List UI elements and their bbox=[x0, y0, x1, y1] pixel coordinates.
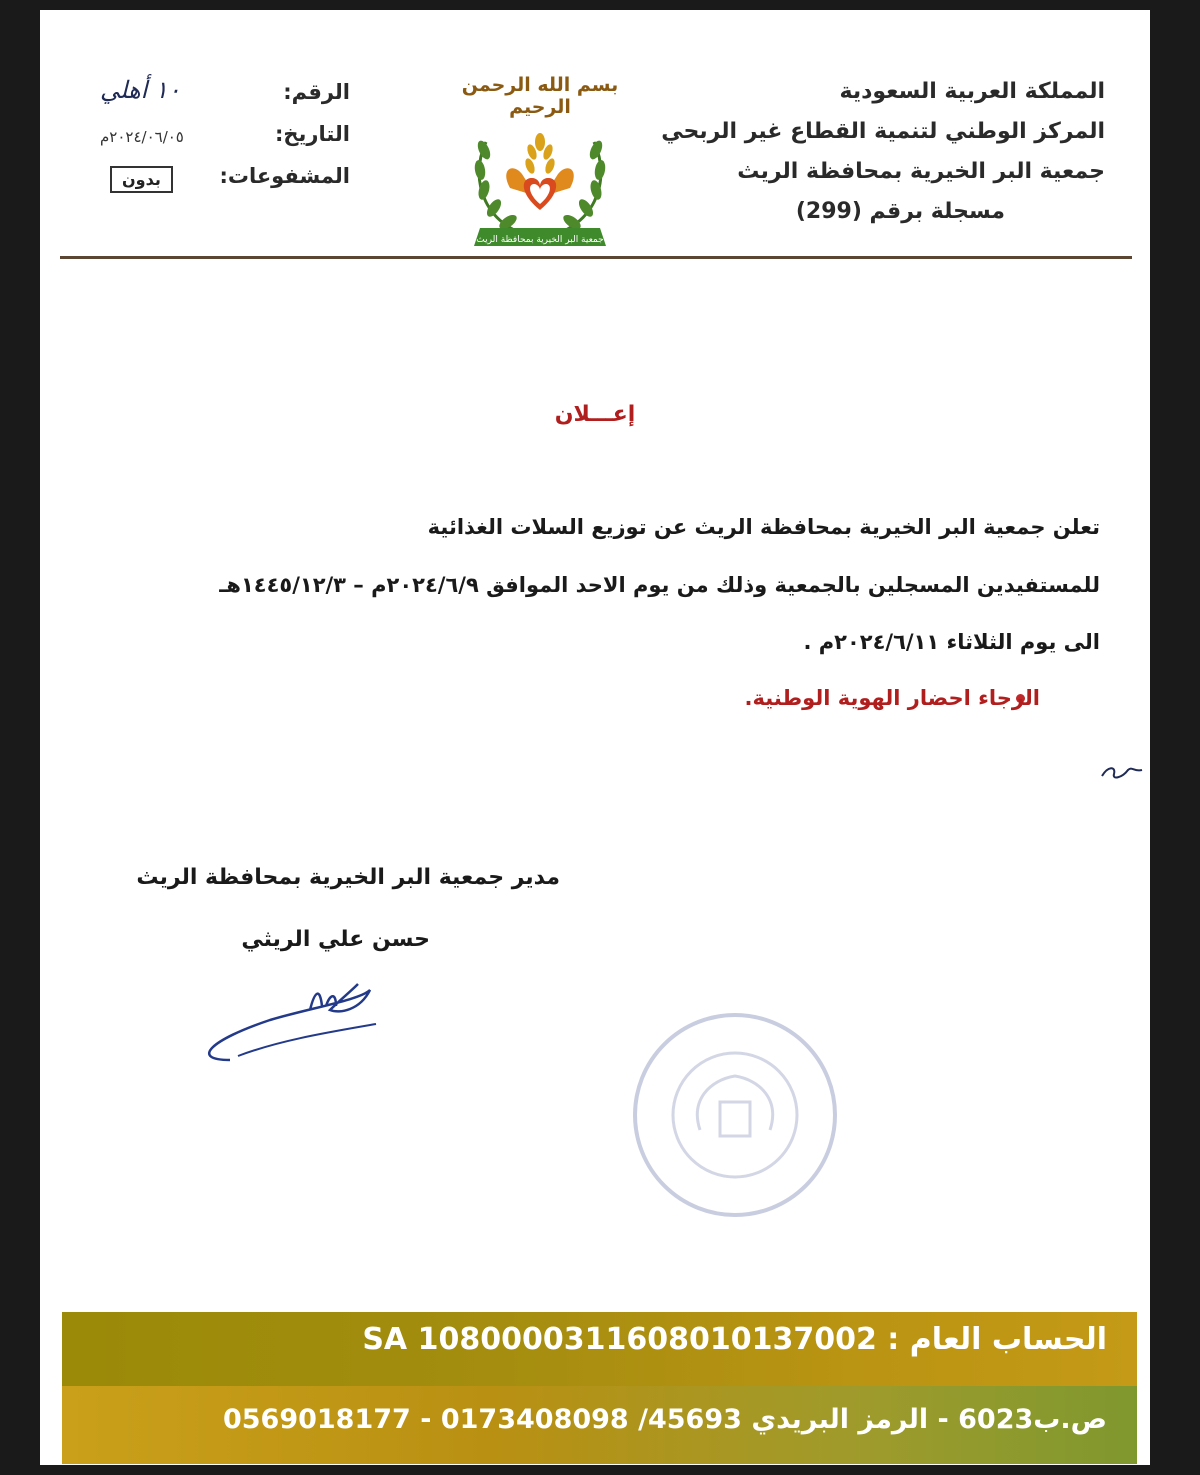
organization-header bbox=[645, 72, 1105, 232]
number-label: الرقم: bbox=[283, 80, 350, 104]
reference-fields bbox=[100, 76, 350, 216]
official-stamp-icon bbox=[630, 1010, 840, 1220]
body-line-3: الى يوم الثلاثاء ٢٠٢٤/٦/١١م . bbox=[803, 630, 1100, 654]
body-line-2: للمستفيدين المسجلين بالجمعية وذلك من يوم الاحد الموافق ٢٠٢٤/٦/٩م – ١٤٤٥/١٢/٣هـ bbox=[219, 573, 1100, 597]
org-line-association: جمعية البر الخيرية بمحافظة الريث bbox=[737, 159, 1105, 184]
id-reminder-note: الرجاء احضار الهوية الوطنية. bbox=[744, 686, 1040, 710]
bank-account: الحساب العام : SA 1080000311608010137002 bbox=[362, 1322, 1107, 1357]
signatory-title: مدير جمعية البر الخيرية بمحافظة الريث bbox=[136, 865, 560, 890]
association-logo bbox=[440, 70, 640, 260]
signatory-name: حسن علي الريثي bbox=[241, 927, 430, 952]
attachments-label: المشفوعات: bbox=[219, 164, 350, 188]
number-value: ١٠ أهلي bbox=[100, 76, 181, 104]
body-line-1: تعلن جمعية البر الخيرية بمحافظة الريث عن توزيع السلات الغذائية bbox=[427, 515, 1100, 539]
postal-address-phones: ص.ب6023 - الرمز البريدي 45693/ 0173408098 - 0569018177 bbox=[222, 1404, 1107, 1435]
announcement-title: إعـــلان bbox=[554, 402, 636, 427]
org-line-national-center: المركز الوطني لتنمية القطاع غير الربحي bbox=[661, 119, 1105, 144]
date-label: التاريخ: bbox=[274, 122, 350, 146]
date-value: ٢٠٢٤/٠٦/٠٥م bbox=[100, 128, 184, 146]
logo-banner-text: جمعية البر الخيرية بمحافظة الريث bbox=[476, 235, 604, 245]
footer-address-band bbox=[62, 1386, 1137, 1464]
initials-mark-icon bbox=[1098, 758, 1148, 784]
org-line-kingdom: المملكة العربية السعودية bbox=[839, 79, 1105, 104]
header-divider bbox=[60, 256, 1132, 259]
footer-account-band bbox=[62, 1312, 1137, 1386]
handwritten-signature-icon bbox=[190, 970, 390, 1070]
attachments-value: بدون bbox=[110, 166, 173, 193]
basmala: بسم الله الرحمن الرحيم bbox=[461, 74, 619, 118]
logo-emblem-icon bbox=[440, 70, 640, 260]
letter-page bbox=[40, 10, 1150, 1465]
org-line-registration: مسجلة برقم (299) bbox=[795, 199, 1005, 224]
